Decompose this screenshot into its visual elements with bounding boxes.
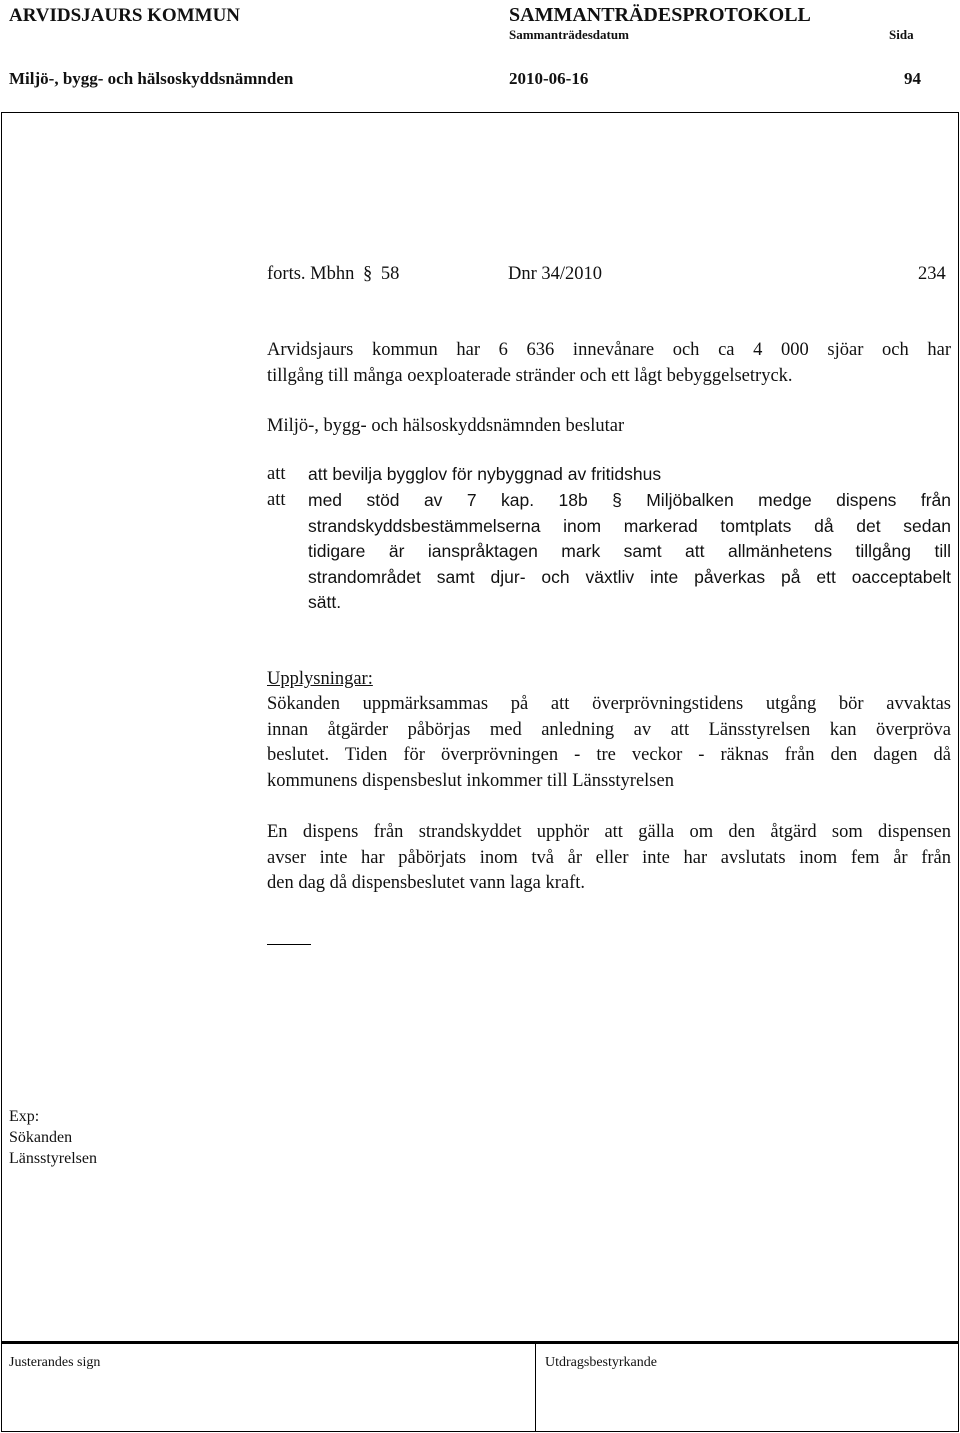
document-type: SAMMANTRÄDESPROTOKOLL [509, 4, 811, 26]
certification-label: Utdragsbestyrkande [545, 1355, 657, 1370]
info-line: avser inte har påbörjats inom två år eller inte har avslutats inom fem år från [267, 847, 951, 868]
info-line: innan åtgärder påbörjas med anledning av att Länsstyrelsen kan överpröva [267, 719, 951, 740]
meeting-date: 2010-06-16 [509, 69, 589, 88]
date-label: Sammanträdesdatum [509, 27, 629, 42]
decision-line: sätt. [308, 592, 342, 612]
signer-label: Justerandes sign [9, 1355, 101, 1370]
intro-line: tillgång till många oexploaterade stränder och ett lågt bebyggelsetryck. [267, 365, 793, 386]
section-sign: § [363, 264, 373, 284]
distribution-list [9, 1106, 97, 1169]
municipality-name: ARVIDSJAURS KOMMUN [9, 5, 241, 26]
decision-item [308, 462, 951, 488]
recipient: Länsstyrelsen [9, 1150, 97, 1167]
case-number: 234 [918, 264, 946, 284]
committee-name: Miljö-, bygg- och hälsoskyddsnämnden [9, 69, 294, 88]
decision-prefix: att [267, 464, 286, 484]
decision-prefix: att [267, 490, 286, 510]
case-ref [267, 262, 399, 288]
section-number: 58 [380, 264, 400, 284]
decision-line: strandområdet samt djur- och växtliv inte påverkas på ett oacceptabelt [308, 566, 951, 587]
distribution-label: Exp: [9, 1108, 40, 1125]
info-line: kommunens dispensbeslut inkommer till Länsstyrelsen [267, 770, 674, 791]
signature-divider [535, 1343, 536, 1432]
info-line: beslutet. Tiden för överprövningen - tre veckor - räknas från den dagen då [267, 745, 951, 765]
intro-paragraph [267, 338, 951, 389]
decision-line: tidigare är ianspråktagen mark samt att allmänhetens tillgång till [308, 541, 951, 561]
info-line: Sökanden uppmärksammas på att överprövningstidens utgång bör avvaktas [267, 694, 951, 714]
decision-line: med stöd av 7 kap. 18b § Miljöbalken medge dispens från [308, 490, 951, 510]
info-paragraph-1 [267, 692, 951, 794]
recipient: Sökanden [9, 1129, 73, 1146]
info-line: den dag då dispensbeslutet vann laga kraft. [267, 873, 585, 893]
intro-line: Arvidsjaurs kommun har 6 636 innevånare och ca 4 000 sjöar och har [267, 340, 951, 360]
decision-line: strandskyddsbestämmelserna inom markerad tomtplats då det sedan [308, 515, 951, 536]
info-line: En dispens från strandskyddet upphör att gälla om den åtgärd som dispensen [267, 822, 951, 842]
decision-line: att bevilja bygglov för nybyggnad av fritidshus [308, 464, 662, 484]
page-label: Sida [889, 27, 914, 42]
case-ref-text: forts. Mbhn [267, 264, 355, 284]
signature-box [1, 1342, 959, 1432]
page-number: 94 [904, 69, 921, 88]
separator-line [267, 944, 311, 945]
info-paragraph-2 [267, 820, 951, 897]
info-heading: Upplysningar: [267, 669, 373, 689]
decision-item [308, 488, 951, 616]
decision-heading: Miljö-, bygg- och hälsoskyddsnämnden beslutar [267, 416, 625, 436]
dnr: Dnr 34/2010 [508, 264, 603, 284]
